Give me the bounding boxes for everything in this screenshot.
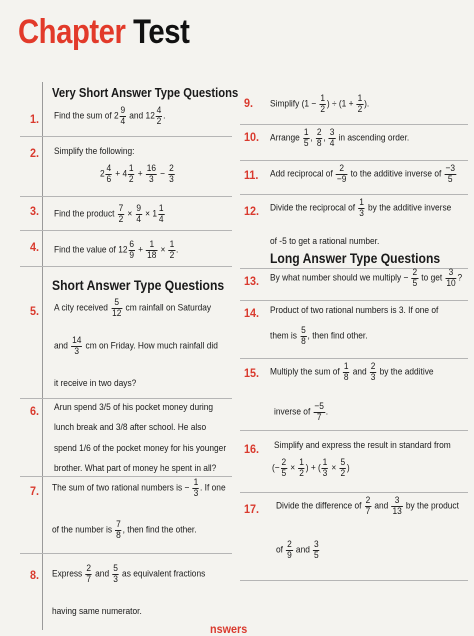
question-number: 1. bbox=[30, 112, 40, 126]
q17-line1-b: and bbox=[374, 500, 389, 511]
rule-line bbox=[240, 300, 468, 301]
q7-line1-b: If one bbox=[204, 482, 226, 493]
question-1 bbox=[54, 106, 165, 127]
question-14-line1: Product of two rational numbers is 3. If one of bbox=[270, 305, 439, 315]
rule-line bbox=[20, 476, 232, 477]
rule-line bbox=[20, 230, 232, 231]
q1-text: Find the sum of bbox=[54, 110, 112, 121]
q15-line1-a: Multiply the sum of bbox=[270, 366, 340, 377]
rule-line bbox=[20, 136, 232, 137]
question-number: 6. bbox=[30, 404, 40, 418]
q17-line1-c: by the product bbox=[405, 500, 459, 511]
question-number: 16. bbox=[244, 442, 260, 456]
rule-line bbox=[20, 196, 232, 197]
rule-line bbox=[20, 398, 232, 399]
section-very-short: Very Short Answer Type Questions bbox=[52, 86, 239, 100]
q8-line1-b: and bbox=[95, 568, 110, 579]
title-test: Test bbox=[133, 13, 190, 51]
rule-line bbox=[20, 553, 232, 554]
q12-line1-b: by the additive inverse bbox=[368, 202, 452, 213]
question-16-line1: Simplify and express the result in standard from bbox=[274, 440, 451, 450]
rule-line bbox=[240, 492, 468, 493]
q10-text: Arrange bbox=[270, 132, 300, 143]
q1-and: and bbox=[129, 110, 144, 121]
question-number: 8. bbox=[30, 568, 40, 582]
question-2-expression: 2 $\frac{4}{6}$ + 4 $\frac{1}{2}$ + $\frac{16}{3}$ − $\frac{2}{3}$ bbox=[100, 163, 174, 184]
rule-line bbox=[240, 194, 468, 195]
question-number: 5. bbox=[30, 304, 40, 318]
question-6-line2: lunch break and 3/8 after school. He also bbox=[54, 422, 207, 432]
rule-line bbox=[240, 430, 468, 431]
answers-heading-partial: nswers bbox=[210, 622, 248, 636]
question-number: 10. bbox=[244, 130, 260, 144]
question-2-text: Simplify the following: bbox=[54, 146, 135, 156]
question-number: 4. bbox=[30, 240, 40, 254]
question-5-line2: and $\frac{14}{3}$ cm on Friday. How much rainfall did bbox=[54, 335, 218, 356]
section-long: Long Answer Type Questions bbox=[270, 251, 441, 266]
rule-line bbox=[240, 124, 468, 125]
q14-line2-b: then find other. bbox=[312, 330, 368, 341]
q3-text: Find the product bbox=[54, 208, 115, 219]
question-11: Add reciprocal of $\frac{2}{-9}$ to the additive inverse of $\frac{-3}{5}$ bbox=[270, 163, 455, 184]
rule-line bbox=[240, 358, 468, 359]
q5-line1-a: A city received bbox=[54, 302, 108, 313]
question-7-line1: The sum of two rational numbers is − $\frac{1}{3}$ . If one bbox=[52, 477, 226, 498]
q17-line1-a: Divide the difference of bbox=[276, 500, 362, 511]
question-10: Arrange $\frac{1}{5}$ , $\frac{2}{8}$ , $\frac{3}{4}$ in ascending order. bbox=[270, 127, 410, 148]
question-number: 12. bbox=[244, 204, 260, 218]
q4-text: Find the value of bbox=[54, 244, 116, 255]
question-14-line2: them is $\frac{5}{8}$ , then find other. bbox=[270, 325, 368, 346]
question-4: Find the value of 12 $\frac{6}{9}$ + $\frac{1}{18}$ × $\frac{1}{2}$ . bbox=[54, 239, 179, 260]
question-number: 7. bbox=[30, 484, 40, 498]
question-17-line1: Divide the difference of $\frac{2}{7}$ and $\frac{3}{13}$ by the product bbox=[276, 495, 459, 516]
title-chapter: Chapter bbox=[18, 13, 126, 51]
q9-text: Simplify bbox=[270, 98, 300, 109]
question-12-line1: Divide the reciprocal of $\frac{1}{3}$ by the additive inverse bbox=[270, 197, 452, 218]
q1-mixed-1: 2 $\frac{9}{4}$ bbox=[114, 105, 126, 126]
question-5-line3: it receive in two days? bbox=[54, 378, 137, 388]
q11-text: Add reciprocal of bbox=[270, 168, 333, 179]
question-number: 2. bbox=[30, 146, 40, 160]
q8-line1-a: Express bbox=[52, 568, 83, 579]
question-6-line1: Arun spend 3/5 of his pocket money during bbox=[54, 402, 214, 412]
rule-line bbox=[240, 580, 468, 581]
q15-line2-a: inverse of bbox=[274, 406, 311, 417]
q15-line1-c: by the additive bbox=[379, 366, 434, 377]
q5-line2-b: cm on Friday. How much rainfall did bbox=[85, 340, 218, 351]
question-6-line4: brother. What part of money he spent in all? bbox=[54, 463, 217, 473]
question-8-line2: having same numerator. bbox=[52, 606, 142, 616]
q11-text2: to the additive inverse of bbox=[350, 168, 442, 179]
question-number: 9. bbox=[244, 96, 254, 110]
q14-line2-a: them is bbox=[270, 330, 297, 341]
q7-line2-b: then find the other. bbox=[127, 524, 197, 535]
question-number: 15. bbox=[244, 366, 260, 380]
rule-line bbox=[20, 266, 232, 267]
question-15-line1: Multiply the sum of $\frac{1}{8}$ and $\frac{2}{3}$ by the additive bbox=[270, 361, 434, 382]
question-12-line2: of -5 to get a rational number. bbox=[270, 236, 380, 246]
question-6-line3: spend 1/6 of the pocket money for his younger bbox=[54, 443, 227, 453]
question-number: 14. bbox=[244, 306, 260, 320]
question-16-expression: (− $\frac{2}{5}$ × $\frac{1}{2}$ ) + ( $\frac{1}{3}$ × $\frac{5}{2}$ ) bbox=[272, 457, 350, 478]
question-number: 11. bbox=[244, 168, 259, 182]
q1-mixed-2: 12 $\frac{4}{2}$ . bbox=[145, 105, 166, 126]
question-number: 3. bbox=[30, 204, 40, 218]
question-7-line2: of the number is $\frac{7}{8}$ , then find the other. bbox=[52, 519, 197, 540]
left-margin-line bbox=[42, 82, 43, 630]
q17-line2-a: of bbox=[276, 544, 283, 555]
q5-line2-a: and bbox=[54, 340, 68, 351]
q15-line1-b: and bbox=[352, 366, 367, 377]
q17-line2-b: and bbox=[295, 544, 310, 555]
q10-text2: in ascending order. bbox=[338, 132, 410, 143]
question-15-line2: inverse of $\frac{-5}{7}$ . bbox=[274, 401, 329, 422]
question-13: By what number should we multiply − $\frac{2}{5}$ to get $\frac{3}{10}$ ? bbox=[270, 267, 463, 288]
q13-text2: to get bbox=[421, 272, 443, 283]
q8-line1-c: as equivalent fractions bbox=[122, 568, 206, 579]
question-number: 13. bbox=[244, 274, 260, 288]
question-9: Simplify (1 − $\frac{1}{2}$ ) ÷ (1 + $\frac{1}{2}$ ). bbox=[270, 93, 370, 114]
question-3: Find the product $\frac{7}{2}$ × $\frac{9}{4}$ × 1 $\frac{1}{4}$ bbox=[54, 203, 164, 224]
q13-text: By what number should we multiply bbox=[270, 272, 402, 283]
q5-line1-b: cm rainfall on Saturday bbox=[125, 302, 212, 313]
question-8-line1: Express $\frac{2}{7}$ and $\frac{5}{3}$ as equivalent fractions bbox=[52, 563, 206, 584]
q12-line1-a: Divide the reciprocal of bbox=[270, 202, 356, 213]
section-short: Short Answer Type Questions bbox=[52, 278, 225, 293]
question-5-line1: A city received $\frac{5}{12}$ cm rainfall on Saturday bbox=[54, 297, 212, 318]
rule-line bbox=[240, 160, 468, 161]
question-17-line2: of $\frac{2}{9}$ and $\frac{3}{5}$ bbox=[276, 539, 319, 560]
question-number: 17. bbox=[244, 502, 260, 516]
q7-line2-a: of the number is bbox=[52, 524, 113, 535]
chapter-title bbox=[18, 12, 189, 52]
q7-line1-a: The sum of two rational numbers is bbox=[52, 482, 183, 493]
